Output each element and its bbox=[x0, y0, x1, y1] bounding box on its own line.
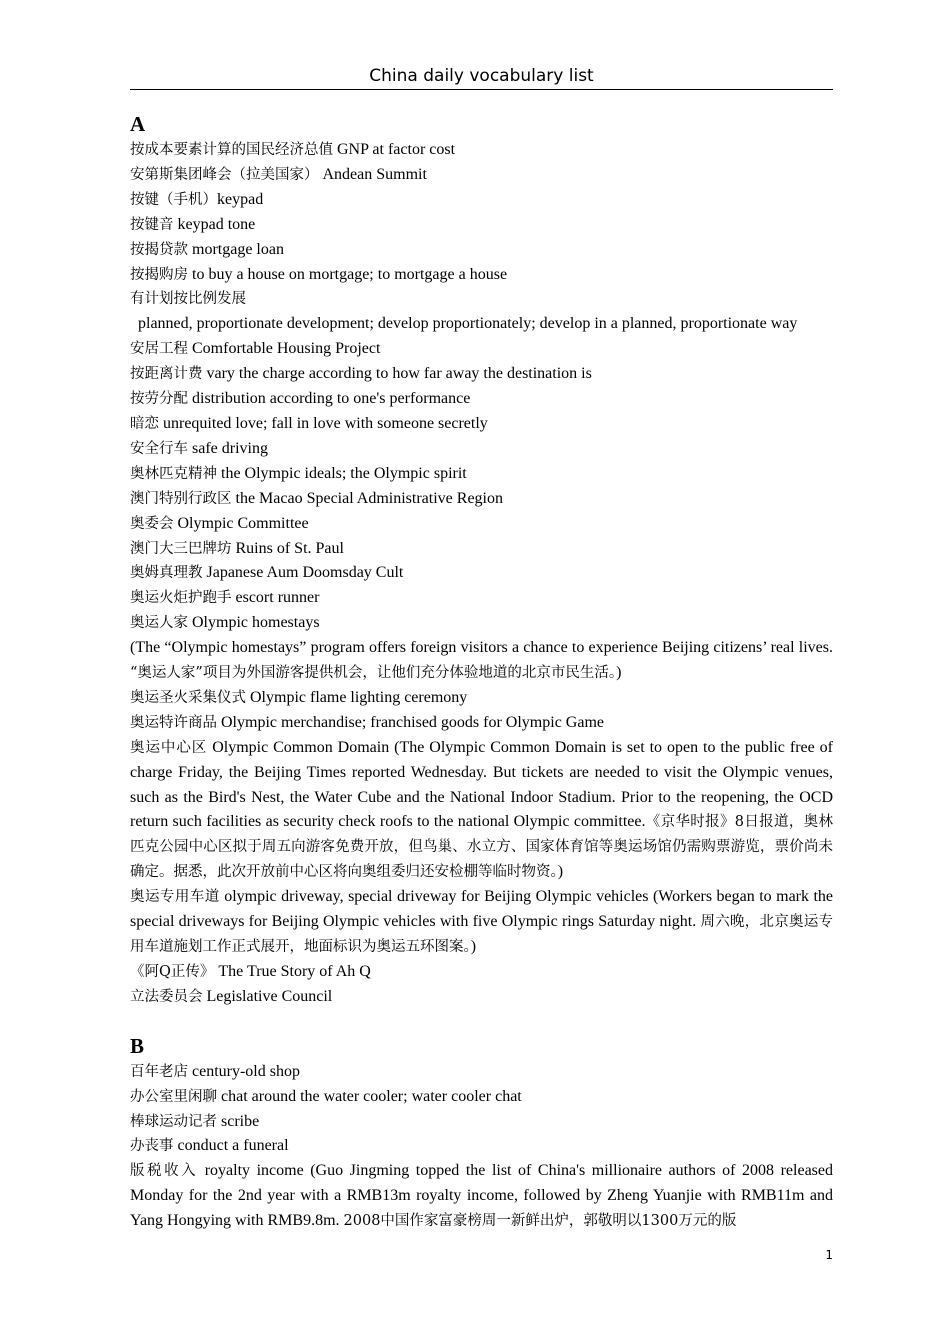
chinese-term: 按揭购房 bbox=[130, 266, 188, 283]
english-note: ) bbox=[470, 938, 477, 955]
vocabulary-list bbox=[130, 110, 833, 1234]
vocabulary-entry bbox=[130, 586, 833, 611]
chinese-term: 办公室里闲聊 bbox=[130, 1088, 217, 1105]
english-translation: Olympic Common Domain (The Olympic Common Domain is set to open to the public free of charge Friday, the Beijing Times reported Wednesday. But tickets are needed to visit the Olympic venues, such as the Bird's Nest, the Water Cube and the National Indoor Stadium. Prior to the reopening, the OCD return such facilities as security check roofs to the national Olympic committee. bbox=[130, 738, 833, 831]
vocabulary-entry bbox=[130, 885, 833, 960]
english-translation: Japanese Aum Doomsday Cult bbox=[202, 564, 404, 582]
vocabulary-entry bbox=[130, 138, 833, 163]
page-header bbox=[130, 64, 833, 90]
vocabulary-entry bbox=[130, 462, 833, 487]
vocabulary-entry bbox=[130, 1085, 833, 1110]
chinese-note: “奥运人家”项目为外国游客提供机会，让他们充分体验地道的北京市民生活。 bbox=[130, 665, 617, 682]
english-translation: safe driving bbox=[188, 439, 268, 457]
english-translation: keypad tone bbox=[173, 215, 256, 233]
vocabulary-entry bbox=[130, 1134, 833, 1159]
vocabulary-entry bbox=[130, 163, 833, 188]
english-translation: planned, proportionate development; develop proportionately; develop in a planned, proportionate way bbox=[138, 315, 798, 333]
vocabulary-entry bbox=[130, 537, 833, 562]
vocabulary-entry bbox=[130, 188, 833, 213]
english-translation: the Macao Special Administrative Region bbox=[231, 489, 503, 507]
chinese-term: 奥姆真理教 bbox=[130, 565, 203, 582]
english-translation: Olympic Committee bbox=[173, 514, 309, 532]
english-translation: unrequited love; fall in love with someone secretly bbox=[159, 414, 488, 432]
english-translation: Olympic merchandise; franchised goods for Olympic Game bbox=[217, 713, 604, 731]
chinese-term: 奥运火炬护跑手 bbox=[130, 590, 232, 607]
section-letter: B bbox=[130, 1033, 145, 1058]
page-number: 1 bbox=[825, 1248, 833, 1262]
chinese-term: 办丧事 bbox=[130, 1138, 174, 1155]
vocabulary-entry bbox=[130, 512, 833, 537]
chinese-term: 澳门特别行政区 bbox=[130, 490, 232, 507]
english-translation: (The “Olympic homestays” program offers foreign visitors a chance to experience Beijing citizens’ real lives. bbox=[130, 639, 833, 657]
vocabulary-entry bbox=[130, 1159, 833, 1234]
english-translation: GNP at factor cost bbox=[333, 141, 456, 158]
chinese-term: 按劳分配 bbox=[130, 391, 188, 408]
vocabulary-entry bbox=[130, 437, 833, 462]
vocabulary-entry bbox=[130, 1110, 833, 1135]
chinese-term: 安居工程 bbox=[130, 341, 188, 358]
section-letter: A bbox=[130, 112, 146, 136]
english-note: ) bbox=[557, 863, 564, 881]
chinese-term: 澳门大三巴牌坊 bbox=[130, 540, 232, 557]
english-translation: Ruins of St. Paul bbox=[231, 539, 344, 557]
chinese-term: 《阿Q正传》 bbox=[130, 963, 215, 980]
english-translation: century-old shop bbox=[188, 1062, 300, 1080]
english-translation: scribe bbox=[217, 1112, 260, 1130]
chinese-term: 按键音 bbox=[130, 216, 174, 233]
vocabulary-entry bbox=[130, 263, 833, 288]
vocabulary-entry bbox=[130, 362, 833, 387]
english-translation: the Olympic ideals; the Olympic spirit bbox=[217, 464, 467, 482]
chinese-term: 奥运特许商品 bbox=[130, 714, 217, 731]
chinese-note: 2008中国作家富豪榜周一新鲜出炉，郭敬明以1300万元的版 bbox=[343, 1213, 737, 1230]
english-translation: mortgage loan bbox=[188, 240, 284, 258]
vocabulary-entry bbox=[130, 1060, 833, 1085]
chinese-note: 周六晚，北京奥运专用车道施划工作正式展开，地面标识为奥运五环图案。 bbox=[130, 914, 834, 955]
vocabulary-entry bbox=[130, 561, 833, 586]
chinese-term: 奥运圣火采集仪式 bbox=[130, 689, 246, 706]
chinese-term: 奥委会 bbox=[130, 515, 174, 532]
english-translation: Olympic flame lighting ceremony bbox=[246, 688, 468, 706]
header-title: China daily vocabulary list bbox=[369, 66, 594, 86]
chinese-term: 安全行车 bbox=[130, 440, 188, 457]
vocabulary-entry bbox=[130, 412, 833, 437]
chinese-term: 安第斯集团峰会（拉美国家） bbox=[130, 166, 319, 183]
vocabulary-entry bbox=[130, 287, 833, 312]
english-translation: The True Story of Ah Q bbox=[214, 962, 371, 980]
chinese-term: 棒球运动记者 bbox=[130, 1113, 217, 1130]
english-translation: royalty income (Guo Jingming topped the list of China's millionaire authors of 2008 released Monday for the 2nd year with a RMB13m royalty income, followed by Zheng Yuanjie with RMB11m and Yang Hongying with RMB9.8m. bbox=[130, 1162, 834, 1230]
english-translation: vary the charge according to how far away the destination is bbox=[202, 365, 592, 383]
english-translation: Legislative Council bbox=[202, 987, 333, 1005]
english-translation: to buy a house on mortgage; to mortgage a house bbox=[188, 265, 508, 283]
chinese-term: 有计划按比例发展 bbox=[130, 291, 246, 308]
chinese-term: 按距离计费 bbox=[130, 366, 203, 383]
chinese-term: 百年老店 bbox=[130, 1063, 188, 1080]
vocabulary-entry bbox=[130, 985, 833, 1010]
chinese-term: 暗恋 bbox=[130, 415, 159, 432]
chinese-term: 奥运专用车道 bbox=[130, 889, 220, 906]
chinese-note: 《京华时报》8日报道，奥林匹克公园中心区拟于周五向游客免费开放，但鸟巢、水立方、国家体育馆等奥运场馆仍需购票游览，票价尚未确定。据悉，此次开放前中心区将向奥组委归还安检棚等临时物资。 bbox=[130, 814, 833, 881]
chinese-term: 奥运中心区 bbox=[130, 739, 208, 756]
vocabulary-entry bbox=[130, 387, 833, 412]
vocabulary-entry bbox=[130, 636, 833, 686]
english-translation: chat around the water cooler; water cooler chat bbox=[217, 1087, 522, 1105]
section-spacer bbox=[130, 1010, 833, 1032]
chinese-term: 奥运人家 bbox=[130, 615, 188, 632]
chinese-term: 按成本要素计算的国民经济总值 bbox=[130, 142, 333, 158]
chinese-term: 按键（手机） bbox=[130, 191, 217, 208]
vocabulary-entry bbox=[130, 238, 833, 263]
english-translation: conduct a funeral bbox=[173, 1137, 289, 1155]
vocabulary-entry bbox=[130, 711, 833, 736]
vocabulary-entry bbox=[130, 960, 833, 985]
english-translation: Andean Summit bbox=[318, 165, 427, 183]
vocabulary-entry bbox=[130, 487, 833, 512]
english-translation: distribution according to one's performance bbox=[188, 390, 471, 408]
vocabulary-entry bbox=[130, 736, 833, 885]
english-translation: olympic driveway, special driveway for Beijing Olympic vehicles (Workers began to mark the special driveways for Beijing Olympic vehicles with five Olympic rings Saturday night. bbox=[130, 888, 834, 931]
chinese-term: 版税收入 bbox=[130, 1163, 199, 1180]
vocabulary-entry bbox=[130, 213, 833, 238]
english-translation: keypad bbox=[217, 190, 264, 208]
chinese-term: 按揭贷款 bbox=[130, 241, 188, 258]
english-translation: Comfortable Housing Project bbox=[188, 340, 381, 358]
english-translation: escort runner bbox=[231, 589, 320, 607]
vocabulary-entry bbox=[130, 611, 833, 636]
vocabulary-entry bbox=[130, 312, 833, 337]
chinese-term: 立法委员会 bbox=[130, 988, 203, 1005]
chinese-term: 奥林匹克精神 bbox=[130, 465, 217, 482]
english-note: ) bbox=[616, 664, 622, 682]
vocabulary-entry bbox=[130, 686, 833, 711]
english-translation: Olympic homestays bbox=[188, 614, 320, 632]
vocabulary-entry bbox=[130, 337, 833, 362]
